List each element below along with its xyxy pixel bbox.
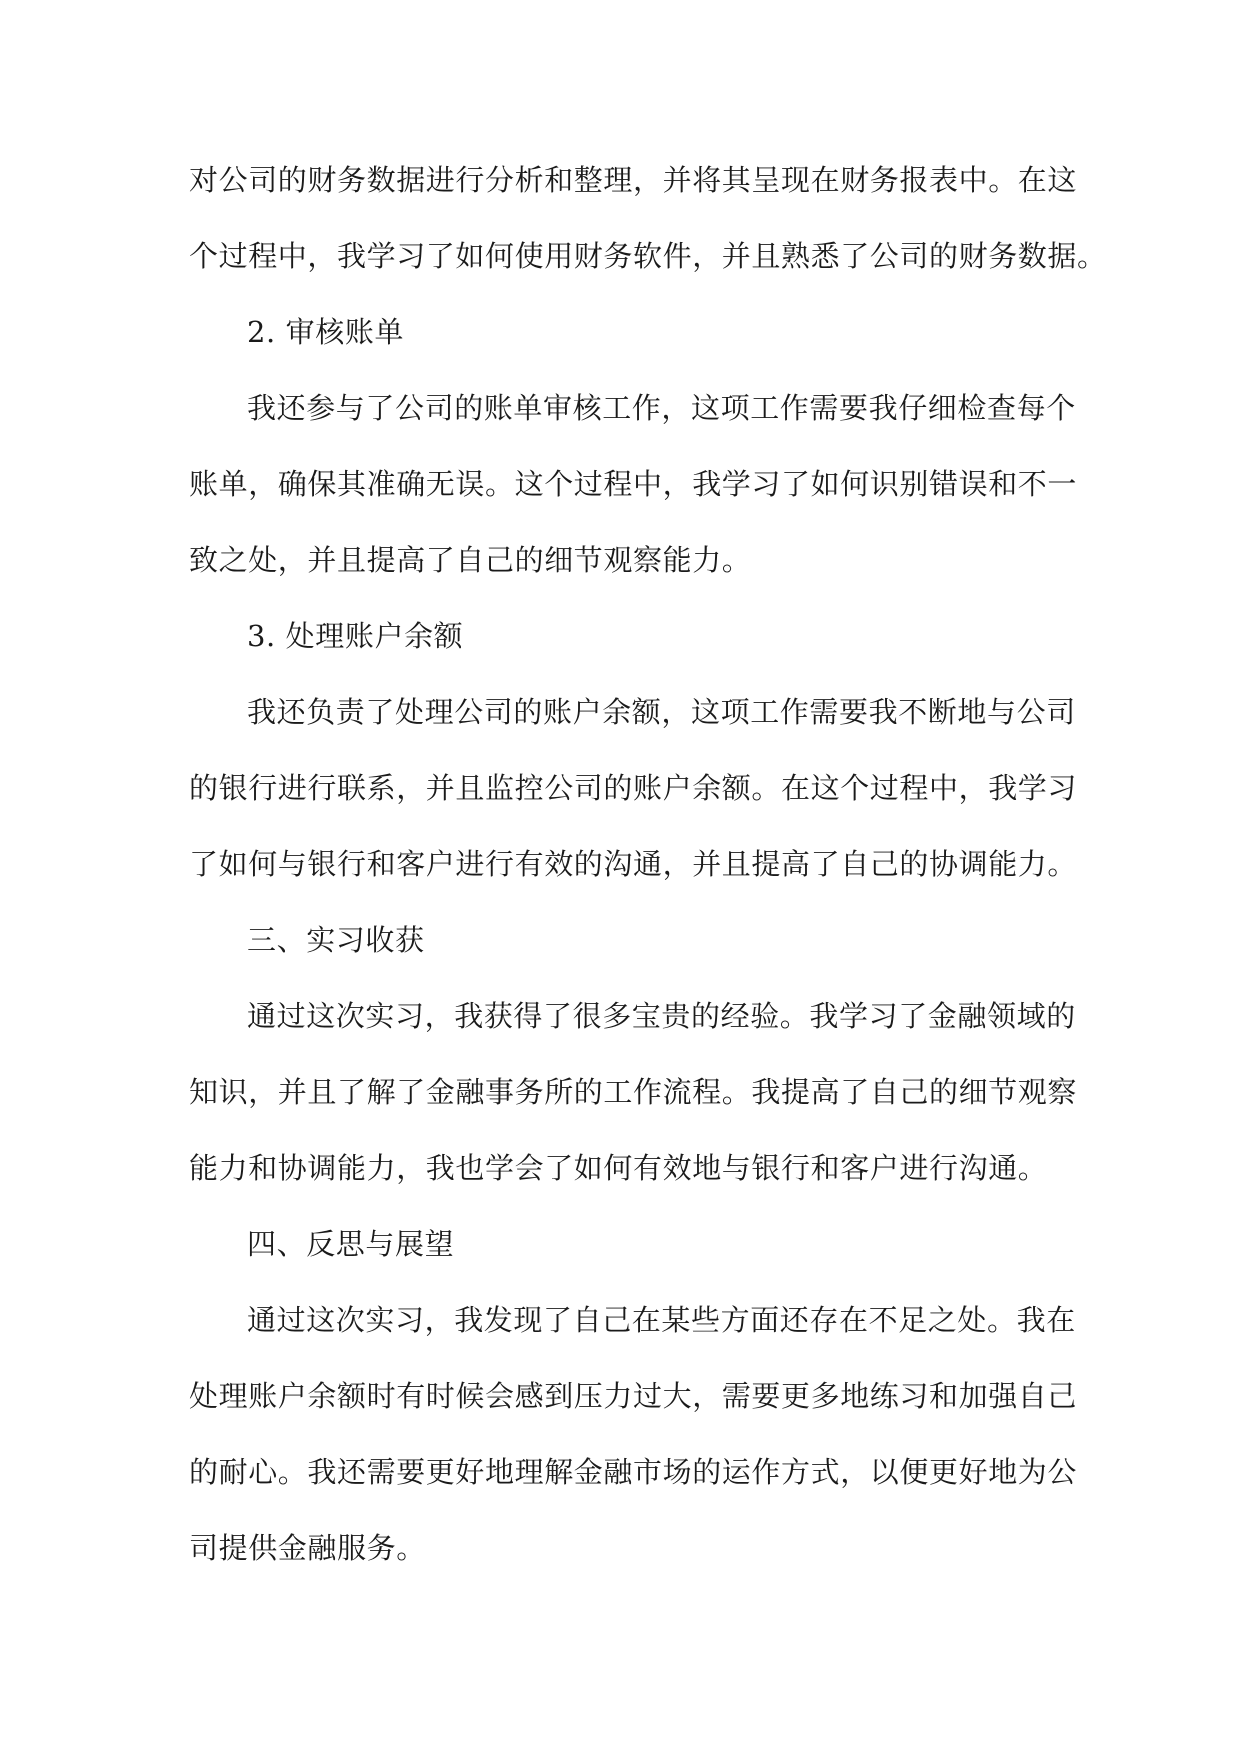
text-line: 个过程中，我学习了如何使用财务软件，并且熟悉了公司的财务数据。 — [189, 239, 1107, 273]
section-heading: 2. 审核账单 — [247, 315, 405, 349]
text-line: 我还负责了处理公司的账户余额，这项工作需要我不断地与公司 — [247, 695, 1076, 729]
text-line: 能力和协调能力，我也学会了如何有效地与银行和客户进行沟通。 — [189, 1151, 1048, 1185]
text-line: 我还参与了公司的账单审核工作，这项工作需要我仔细检查每个 — [247, 391, 1076, 425]
text-line: 的银行进行联系，并且监控公司的账户余额。在这个过程中，我学习 — [189, 771, 1078, 805]
text-line: 的耐心。我还需要更好地理解金融市场的运作方式，以便更好地为公 — [189, 1455, 1078, 1489]
text-line: 通过这次实习，我获得了很多宝贵的经验。我学习了金融领域的 — [247, 999, 1076, 1033]
text-line: 处理账户余额时有时候会感到压力过大，需要更多地练习和加强自己 — [189, 1379, 1078, 1413]
section-heading: 四、反思与展望 — [247, 1227, 455, 1261]
text-line: 了如何与银行和客户进行有效的沟通，并且提高了自己的协调能力。 — [189, 847, 1078, 881]
text-line: 通过这次实习，我发现了自己在某些方面还存在不足之处。我在 — [247, 1303, 1076, 1337]
section-heading: 3. 处理账户余额 — [247, 619, 464, 653]
text-line: 致之处，并且提高了自己的细节观察能力。 — [189, 543, 752, 577]
text-line: 知识，并且了解了金融事务所的工作流程。我提高了自己的细节观察 — [189, 1075, 1078, 1109]
document-body — [189, 142, 1107, 1586]
text-line: 账单，确保其准确无误。这个过程中，我学习了如何识别错误和不一 — [189, 467, 1078, 501]
section-heading: 三、实习收获 — [247, 923, 425, 957]
text-line: 对公司的财务数据进行分析和整理，并将其呈现在财务报表中。在这 — [189, 163, 1078, 197]
text-line: 司提供金融服务。 — [189, 1531, 426, 1565]
